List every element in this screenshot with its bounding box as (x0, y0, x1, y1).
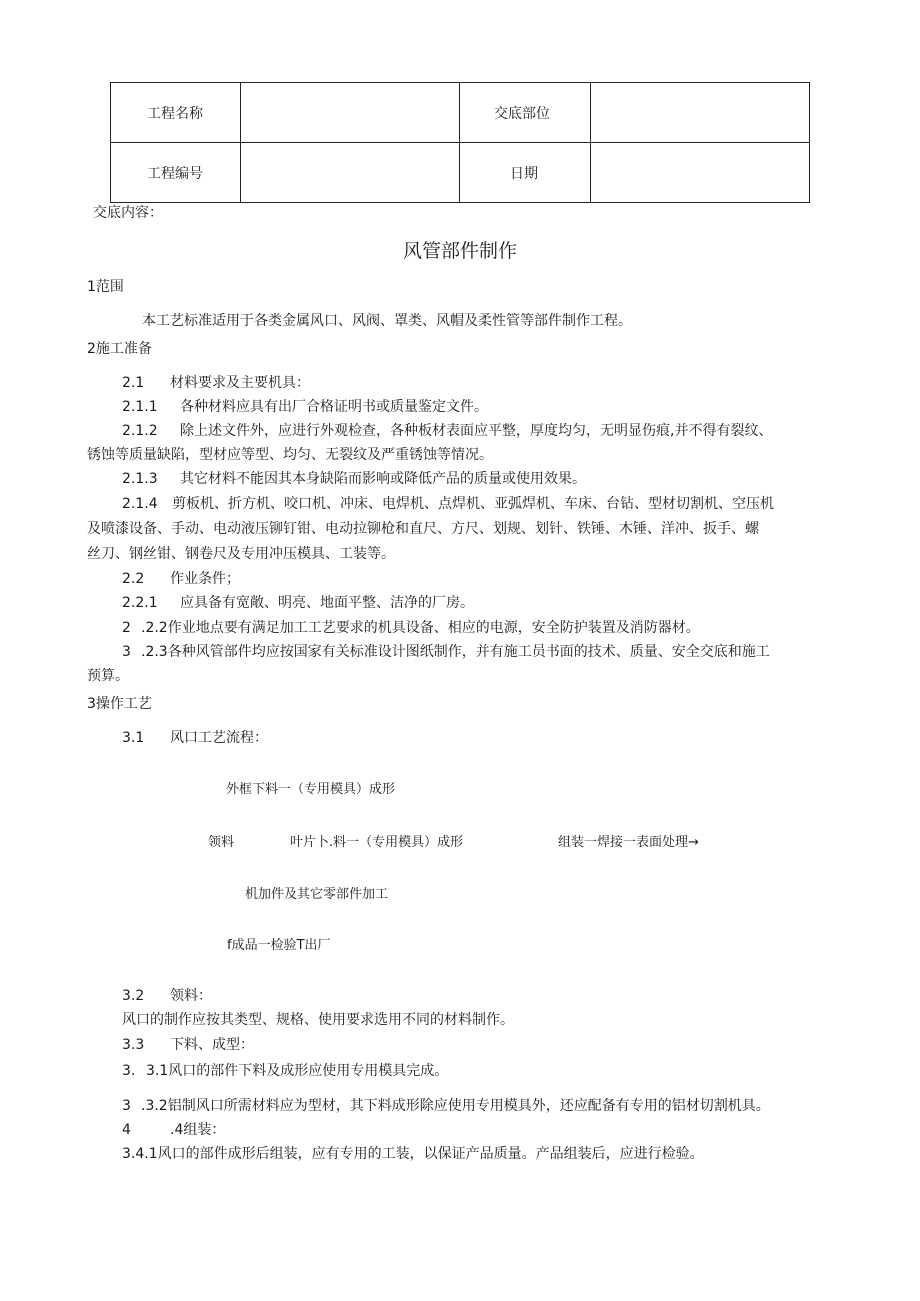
flow-finish-step: f成品一检验T出厂 (227, 938, 331, 953)
s3-2-text: 领料： (170, 988, 212, 1004)
project-number-value (241, 143, 460, 203)
flow-machining-step: 机加件及其它零部件加工 (245, 887, 389, 902)
s2-2-1-num: 2.2.1 (122, 595, 158, 611)
s2-2-3-line1: .2.3各种风管部件均应按国家有关标准设计图纸制作，并有施工员书面的技术、质量、安全交底和施工 (141, 644, 770, 660)
header-row-1 (111, 83, 810, 143)
s2-1-4-num: 2.1.4 (122, 496, 158, 512)
date-value (591, 143, 810, 203)
s2-1-2-line2: 锈蚀等质量缺陷，型材应等型、均匀、无裂纹及严重锈蚀等情况。 (87, 447, 493, 463)
s3-2-num: 3.2 (122, 988, 145, 1004)
s2-1-4-line2: 及喷漆设备、手动、电动液压铆钉钳、电动拉铆枪和直尺、方尺、划规、划针、铁锤、木锤、洋冲、扳手、螺 (87, 521, 759, 537)
flow-blade-step: 叶片卜.料一（专用模具）成形 (290, 835, 464, 850)
s2-1-3-num: 2.1.3 (122, 471, 158, 487)
page-title: 风管部件制作 (402, 240, 517, 262)
s3-4-num: 4 (122, 1122, 131, 1138)
flow-assembly-step: 组装一焊接一表面处理→ (558, 835, 699, 850)
flow-start: 领料 (208, 835, 235, 850)
s2-1-3-text: 其它材料不能因其本身缺陷而影响或降低产品的质量或使用效果。 (180, 471, 586, 487)
s2-2-2-num: 2 (122, 620, 131, 636)
s3-3-num: 3.3 (122, 1037, 145, 1053)
flow-frame-step: 外框下料一（专用模具）成形 (226, 782, 396, 797)
s3-3-1-num: 3. (122, 1063, 136, 1079)
date-label: 日期 (460, 143, 591, 203)
handover-part-label: 交底部位 (460, 83, 591, 143)
s2-1-4-line1: 剪板机、折方机、咬口机、冲床、电焊机、点焊机、亚弧焊机、车床、台钻、型材切割机、空压机 (172, 496, 774, 512)
handover-part-value (591, 83, 810, 143)
content-label: 交底内容： (93, 205, 163, 221)
project-number-label: 工程编号 (111, 143, 241, 203)
section-3-heading: 3操作工艺 (87, 696, 152, 712)
s3-3-2-num: 3 (122, 1098, 131, 1114)
project-name-value (241, 83, 460, 143)
s2-2-3-num: 3 (122, 644, 131, 660)
s2-1-num: 2.1 (122, 375, 145, 391)
s3-4-1-text: 3.4.1风口的部件成形后组装，应有专用的工装，以保证产品质量。产品组装后，应进行检验。 (122, 1146, 704, 1162)
s2-1-4-line3: 丝刀、钢丝钳、钢卷尺及专用冲压模具、工装等。 (87, 546, 395, 562)
s3-3-1-text: 3.1风口的部件下料及成形应使用专用模具完成。 (146, 1063, 449, 1079)
s2-1-2-num: 2.1.2 (122, 423, 158, 439)
section-1-heading: 1范围 (87, 279, 124, 295)
s3-4-text: .4组装： (170, 1122, 226, 1138)
s2-2-2-text: .2.2作业地点要有满足加工工艺要求的机具设备、相应的电源，安全防护装置及消防器材。 (141, 620, 700, 636)
s2-1-1-text: 各种材料应具有出厂合格证明书或质量鉴定文件。 (180, 399, 488, 415)
header-row-2 (111, 143, 810, 203)
s3-1-num: 3.1 (122, 730, 145, 746)
s2-2-1-text: 应具备有宽敞、明亮、地面平整、洁净的厂房。 (180, 595, 474, 611)
section-2-heading: 2施工准备 (87, 341, 152, 357)
section-1-text: 本工艺标准适用于各类金属风口、风阀、罩类、风帽及柔性管等部件制作工程。 (142, 313, 632, 329)
project-name-label: 工程名称 (111, 83, 241, 143)
s2-1-2-line1: 除上述文件外，应进行外观检查，各种板材表面应平整，厚度均匀，无明显伤痕,并不得有裂纹、 (180, 423, 773, 439)
s2-2-text: 作业条件； (170, 571, 240, 587)
s3-2-body: 风口的制作应按其类型、规格、使用要求选用不同的材料制作。 (122, 1012, 514, 1028)
header-table (110, 82, 810, 203)
s2-2-3-line2: 预算。 (87, 668, 129, 684)
s2-1-1-num: 2.1.1 (122, 399, 158, 415)
s3-3-text: 下料、成型： (170, 1037, 254, 1053)
s3-1-text: 风口工艺流程： (170, 730, 268, 746)
s2-1-text: 材料要求及主要机具： (170, 375, 310, 391)
s2-2-num: 2.2 (122, 571, 145, 587)
s3-3-2-text: .3.2铝制风口所需材料应为型材，其下料成形除应使用专用模具外，还应配备有专用的铝材切割机具。 (141, 1098, 770, 1114)
